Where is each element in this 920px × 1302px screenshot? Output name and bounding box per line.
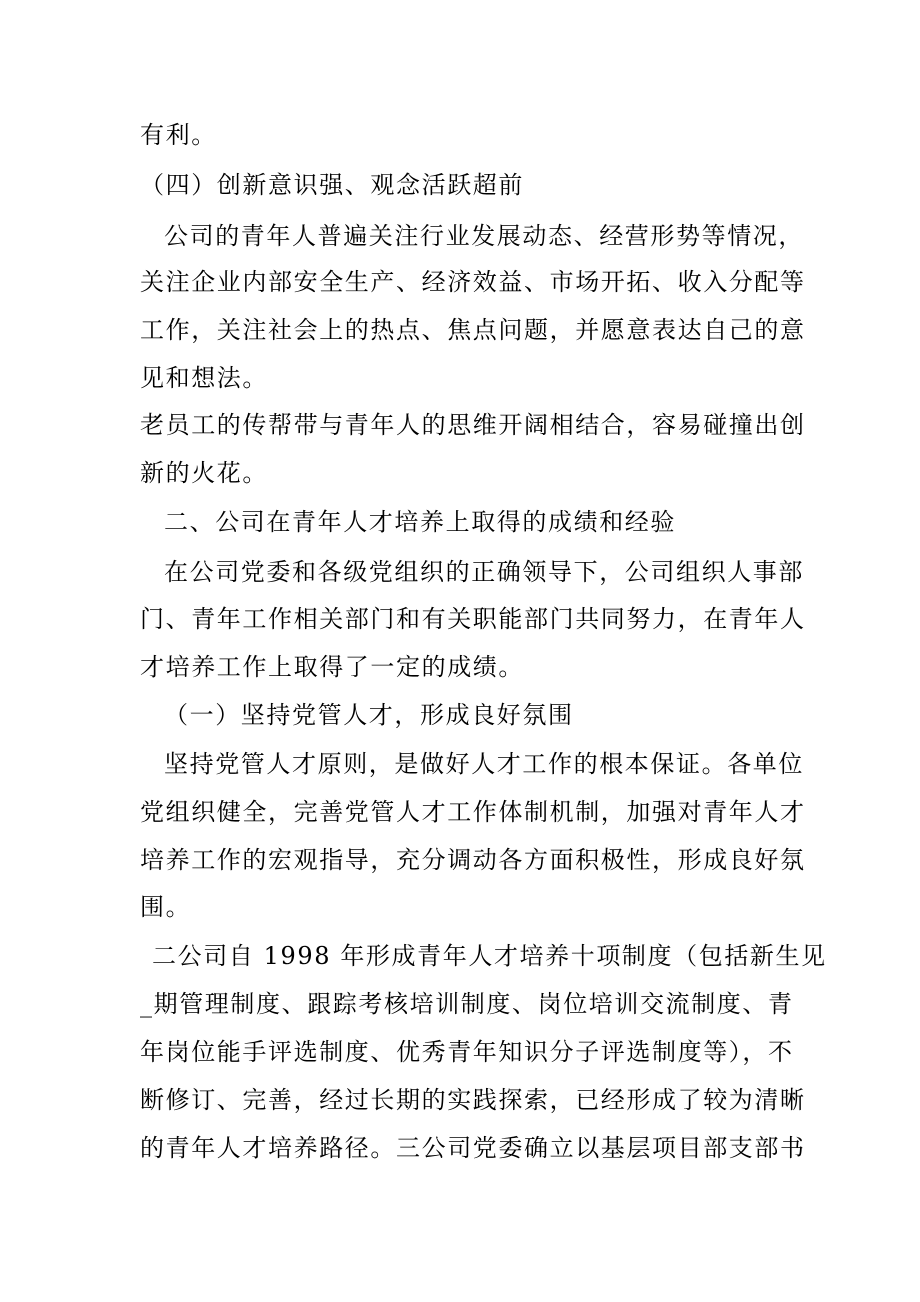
text-line: 公司的青年人普遍关注行业发展动态、经营形势等情况， — [164, 222, 804, 250]
section-heading: （四）创新意识强、观念活跃超前 — [140, 171, 524, 199]
text-line: 坚持党管人才原则，是做好人才工作的根本保证。各单位 — [164, 750, 804, 778]
text-line: 二公司自 1998 年形成青年人才培养十项制度（包括新生见 — [152, 942, 827, 970]
text-line: 培养工作的宏观指导，充分调动各方面积极性，形成良好氛 — [140, 846, 806, 874]
text-line: 的青年人才培养路径。三公司党委确立以基层项目部支部书 — [140, 1134, 806, 1162]
section-heading: （一）坚持党管人才，形成良好氛围 — [164, 701, 574, 729]
text-line: 工作，关注社会上的热点、焦点问题，并愿意表达自己的意 — [140, 316, 806, 344]
text-line: 见和想法。 — [140, 364, 268, 392]
text-line: 关注企业内部安全生产、经济效益、市场开拓、收入分配等 — [140, 268, 806, 296]
text-line: 年岗位能手评选制度、优秀青年知识分子评选制度等），不 — [140, 1038, 794, 1066]
text-line: 在公司党委和各级党组织的正确领导下，公司组织人事部 — [164, 558, 804, 586]
text-line: 门、青年工作相关部门和有关职能部门共同努力，在青年人 — [140, 605, 806, 633]
text-line: _期管理制度、跟踪考核培训制度、岗位培训交流制度、青 — [140, 990, 794, 1018]
section-heading: 二、公司在青年人才培养上取得的成绩和经验 — [164, 508, 676, 536]
text-line: 新的火花。 — [140, 459, 268, 487]
text-line: 围。 — [140, 893, 192, 921]
text-line: 党组织健全，完善党管人才工作体制机制，加强对青年人才 — [140, 798, 806, 826]
text-line: 才培养工作上取得了一定的成绩。 — [140, 653, 524, 681]
text-line: 老员工的传帮带与青年人的思维开阔相结合，容易碰撞出创 — [140, 411, 806, 439]
text-line: 断修订、完善，经过长期的实践探索，已经形成了较为清晰 — [140, 1086, 806, 1114]
text-line: 有利。 — [140, 121, 217, 149]
